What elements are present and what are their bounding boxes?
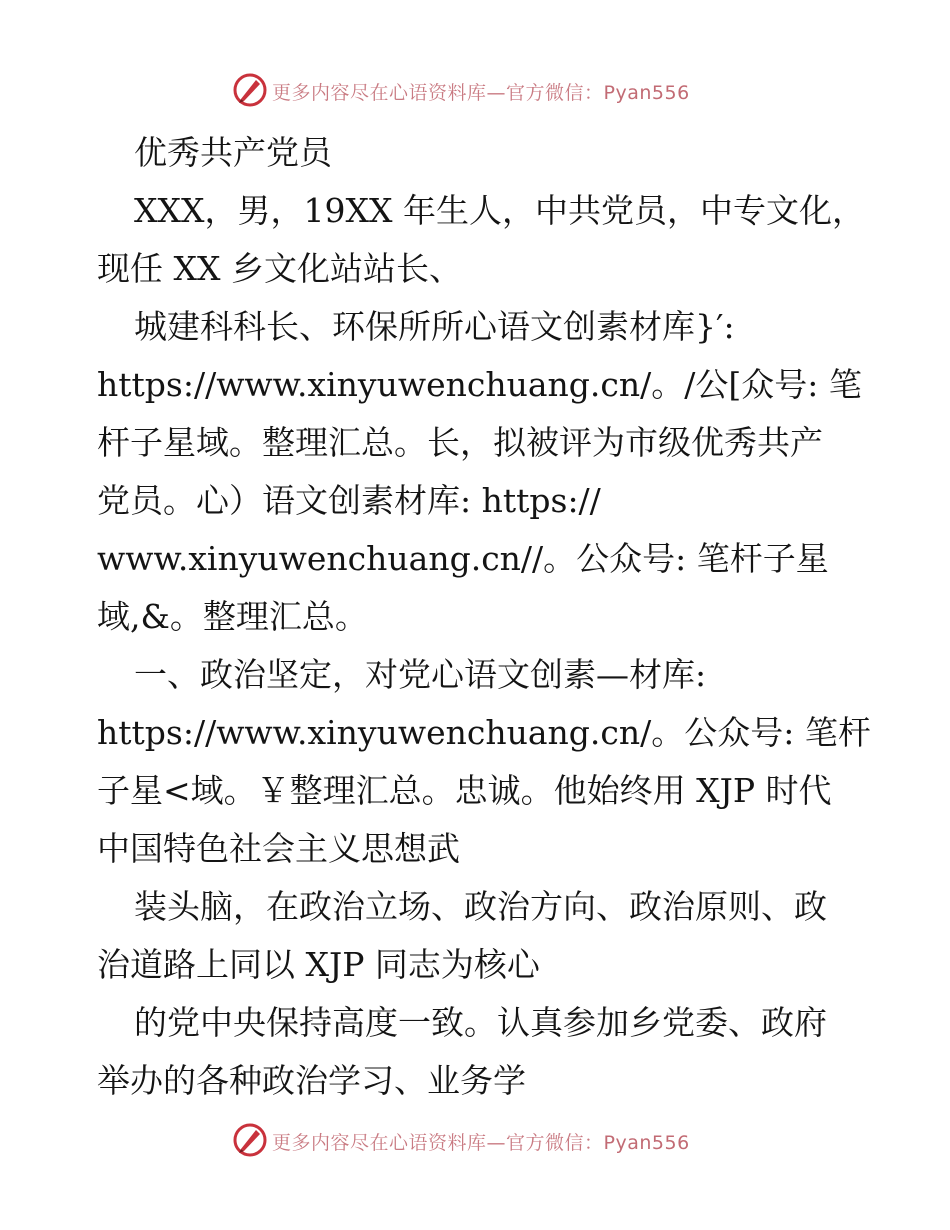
paragraph-line: 的党中央保持高度一致。认真参加乡党委、政府: [134, 1003, 827, 1042]
quill-circle-logo-icon: [232, 1122, 268, 1158]
paragraph-line: https://www.xinyuwenchuang.cn/。/公[众号: 笔: [97, 365, 862, 404]
paragraph-line: 杆子星域。整理汇总。长，拟被评为市级优秀共产: [97, 423, 823, 462]
footer-banner-id: Pyan556: [603, 1132, 690, 1154]
footer-banner: [0, 1120, 950, 1160]
header-banner-text: [272, 78, 690, 105]
title-line: 优秀共产党员: [134, 133, 332, 172]
paragraph-line: 装头脑，在政治立场、政治方向、政治原则、政: [134, 887, 827, 926]
paragraph-line: 子星<域。￥整理汇总。忠诚。他始终用 XJP 时代: [97, 771, 832, 810]
paragraph-line: 域,&。整理汇总。: [97, 597, 368, 636]
paragraph-line: 举办的各种政治学习、业务学: [97, 1061, 526, 1100]
section-heading-line: 一、政治坚定，对党心语文创素—材库:: [134, 655, 707, 694]
paragraph-line: 党员。心）语文创素材库: https://: [97, 481, 601, 520]
paragraph-line: 城建科科长、环保所所心语文创素材库}′:: [134, 307, 735, 346]
paragraph-line: XXX，男，19XX 年生人，中共党员，中专文化，: [134, 191, 865, 230]
paragraph-line: 治道路上同以 XJP 同志为核心: [97, 945, 540, 984]
paragraph-line: 现任 XX 乡文化站站长、: [97, 249, 462, 288]
header-banner: [0, 70, 950, 110]
quill-circle-logo-icon: [232, 72, 268, 108]
footer-banner-text: [272, 1128, 690, 1155]
document-body: [97, 124, 871, 1110]
paragraph-line: https://www.xinyuwenchuang.cn/。公众号: 笔杆: [97, 713, 871, 752]
paragraph-line: www.xinyuwenchuang.cn//。公众号: 笔杆子星: [97, 539, 829, 578]
header-banner-id: Pyan556: [603, 82, 690, 104]
header-banner-label: 更多内容尽在心语资料库—官方微信：: [272, 82, 604, 104]
paragraph-line: 中国特色社会主义思想武: [97, 829, 460, 868]
footer-banner-label: 更多内容尽在心语资料库—官方微信：: [272, 1132, 604, 1154]
